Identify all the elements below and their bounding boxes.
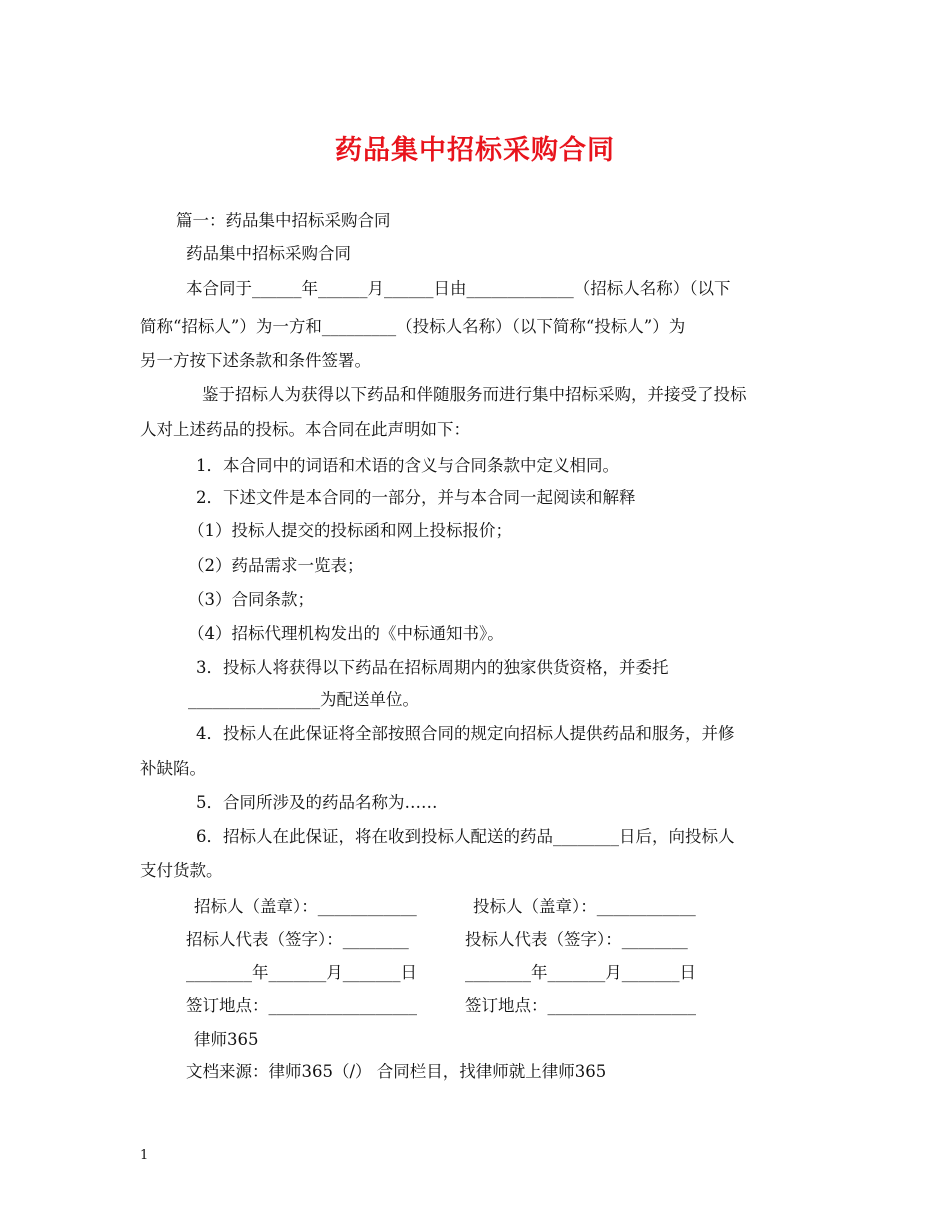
footer-source: 文档来源：律师365（/） 合同栏目，找律师就上律师365 — [186, 1062, 607, 1081]
clause-5: 5．合同所涉及的药品名称为…… — [196, 793, 438, 812]
section-heading: 篇一：药品集中招标采购合同 — [176, 211, 391, 230]
sign-tenderer-rep: 投标人代表（签字）：________ — [465, 930, 688, 949]
whereas-line-2: 人对上述药品的投标。本合同在此声明如下： — [140, 420, 470, 439]
document-title: 药品集中招标采购合同 — [335, 135, 615, 166]
sub-item-1: （1）投标人提交的投标函和网上投标报价； — [188, 521, 512, 540]
whereas-line-1: 鉴于招标人为获得以下药品和伴随服务而进行集中招标采购，并接受了投标 — [202, 385, 747, 404]
sign-tenderer-seal: 投标人（盖章）：____________ — [473, 897, 696, 916]
intro-line-1: 本合同于______年______月______日由_____________（招标人名称）（以下 — [186, 279, 731, 298]
page-number: 1 — [140, 1148, 149, 1163]
intro-line-3: 另一方按下述条款和条件签署。 — [140, 351, 371, 370]
sub-item-4: （4）招标代理机构发出的《中标通知书》。 — [188, 624, 504, 643]
sub-item-2: （2）药品需求一览表； — [188, 556, 364, 575]
sign-bidder-rep: 招标人代表（签字）：________ — [186, 930, 409, 949]
sub-item-3: （3）合同条款； — [188, 590, 314, 609]
sign-tenderer-date: ________年_______月_______日 — [465, 963, 696, 982]
footer-brand: 律师365 — [194, 1030, 259, 1049]
clause-3-line-1: 3．投标人将获得以下药品在招标周期内的独家供货资格，并委托 — [196, 658, 669, 677]
sign-tenderer-place: 签订地点：__________________ — [465, 996, 696, 1015]
sign-bidder-place: 签订地点：__________________ — [186, 996, 417, 1015]
clause-3-line-2: ________________为配送单位。 — [188, 690, 419, 709]
intro-line-2: 简称“招标人”）为一方和_________（投标人名称）（以下简称“投标人”）为 — [140, 317, 686, 336]
clause-4-line-1: 4．投标人在此保证将全部按照合同的规定向招标人提供药品和服务，并修 — [196, 724, 735, 743]
contract-subtitle: 药品集中招标采购合同 — [186, 244, 351, 263]
clause-2: 2．下述文件是本合同的一部分，并与本合同一起阅读和解释 — [196, 488, 636, 507]
clause-6-line-2: 支付货款。 — [140, 861, 223, 880]
clause-1: 1．本合同中的词语和术语的含义与合同条款中定义相同。 — [196, 456, 619, 475]
clause-4-line-2: 补缺陷。 — [140, 759, 206, 778]
sign-bidder-date: ________年_______月_______日 — [186, 963, 417, 982]
clause-6-line-1: 6．招标人在此保证，将在收到投标人配送的药品________日后，向投标人 — [196, 827, 735, 846]
sign-bidder-seal: 招标人（盖章）：____________ — [194, 897, 417, 916]
